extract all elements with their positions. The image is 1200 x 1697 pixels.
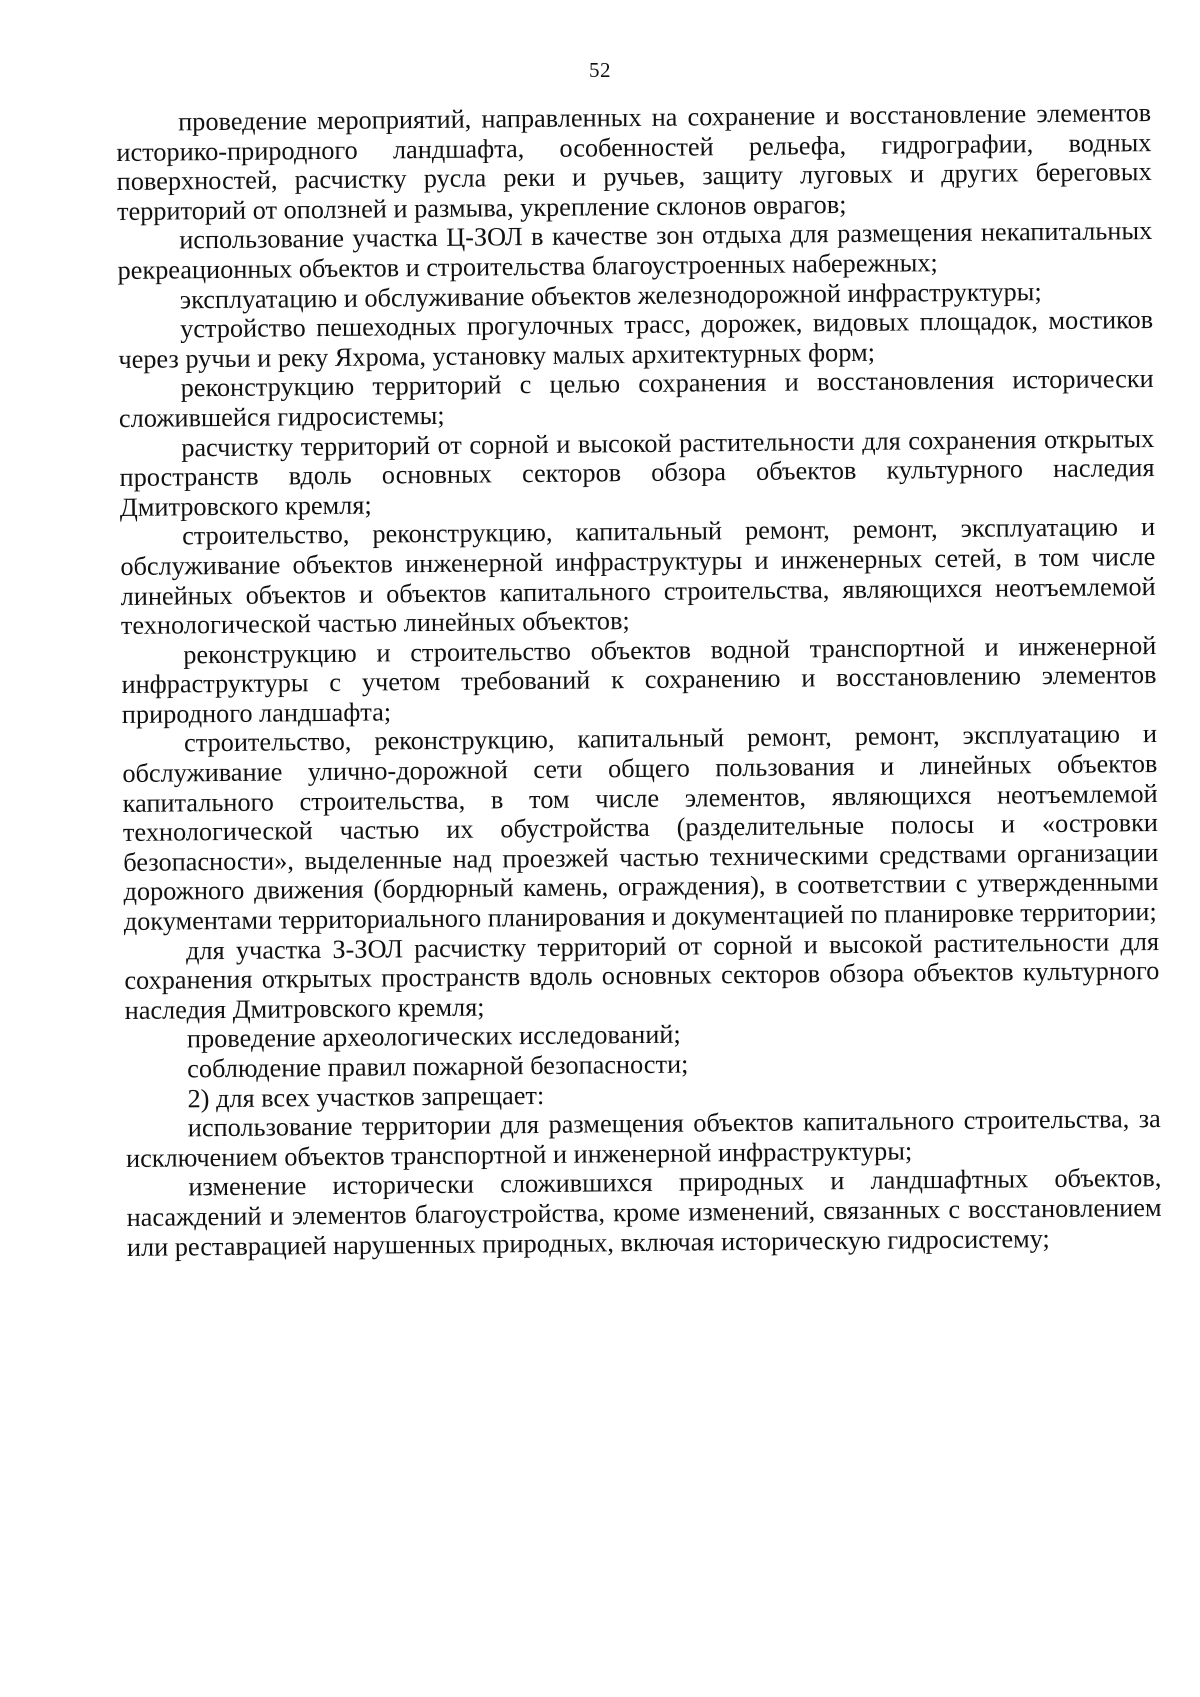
paragraph: расчистку территорий от сорной и высокой растительности для сохранения открытых пространств вдоль основных секторов обзора объектов культурного наследия Дмитровского кремля;: [119, 423, 1155, 522]
paragraph: реконструкцию и строительство объектов водной транспортной и инженерной инфраструктуры с учетом требований к сохранению и восстановлению элементов природного ландшафта;: [121, 630, 1157, 729]
paragraph: изменение исторически сложившихся природных и ландшафтных объектов, насаждений и элементов благоустройства, кроме изменений, связанных с восстановлением или реставрацией нарушенных природных, включая историческую гидросистему;: [126, 1163, 1162, 1262]
paragraph: 2) для всех участков запрещает:: [187, 1080, 545, 1113]
paragraph: использование участка Ц-ЗОЛ в качестве зон отдыха для размещения некапитальных рекреационных объектов и строительства благоустроенных набережных;: [117, 216, 1153, 285]
paragraph: для участка З-ЗОЛ расчистку территорий от сорной и высокой растительности для сохранения открытых пространств вдоль основных секторов обзора объектов культурного наследия Дмитровского кремля;: [124, 926, 1160, 1025]
paragraph: строительство, реконструкцию, капитальный ремонт, ремонт, эксплуатацию и обслуживание улично-дорожной сети общего пользования и линейных объектов капитального строительства, в том числе элементов, являющихся неотъемлемой технологической частью их обустройства (разделительные полосы и «островки безопасности», выделенные над проезжей частью техническими средствами организации дорожного движения (бордюрный камень, ограждения), в соответствии с утвержденными документами территориального планирования и документацией по планировке территории;: [122, 719, 1159, 936]
document-body: [116, 98, 1162, 1262]
page-number: 52: [589, 58, 611, 82]
paragraph: проведение мероприятий, направленных на сохранение и восстановление элементов историко-природного ландшафта, особенностей рельефа, гидрографии, водных поверхностей, расчистку русла реки и ручьев, защиту луговых и других береговых территорий от оползней и размыва, укрепление склонов оврагов;: [116, 98, 1152, 226]
paragraph: соблюдение правил пожарной безопасности;: [187, 1049, 689, 1084]
paragraph: реконструкцию территорий с целью сохранения и восстановления исторически сложившейся гидросистемы;: [118, 364, 1154, 433]
paragraph: проведение археологических исследований;: [186, 1020, 681, 1054]
paragraph: устройство пешеходных прогулочных трасс, дорожек, видовых площадок, мостиков через ручьи и реку Яхрома, установку малых архитектурных форм;: [118, 305, 1154, 374]
paragraph: строительство, реконструкцию, капитальный ремонт, ремонт, эксплуатацию и обслуживание объектов инженерной инфраструктуры и инженерных сетей, в том числе линейных объектов и объектов капитального строительства, являющихся неотъемлемой технологической частью линейных объектов;: [120, 512, 1156, 641]
paragraph: эксплуатацию и обслуживание объектов железнодорожной инфраструктуры;: [179, 276, 1042, 314]
paragraph: использование территории для размещения объектов капитального строительства, за исключением объектов транспортной и инженерной инфраструктуры;: [125, 1104, 1161, 1173]
